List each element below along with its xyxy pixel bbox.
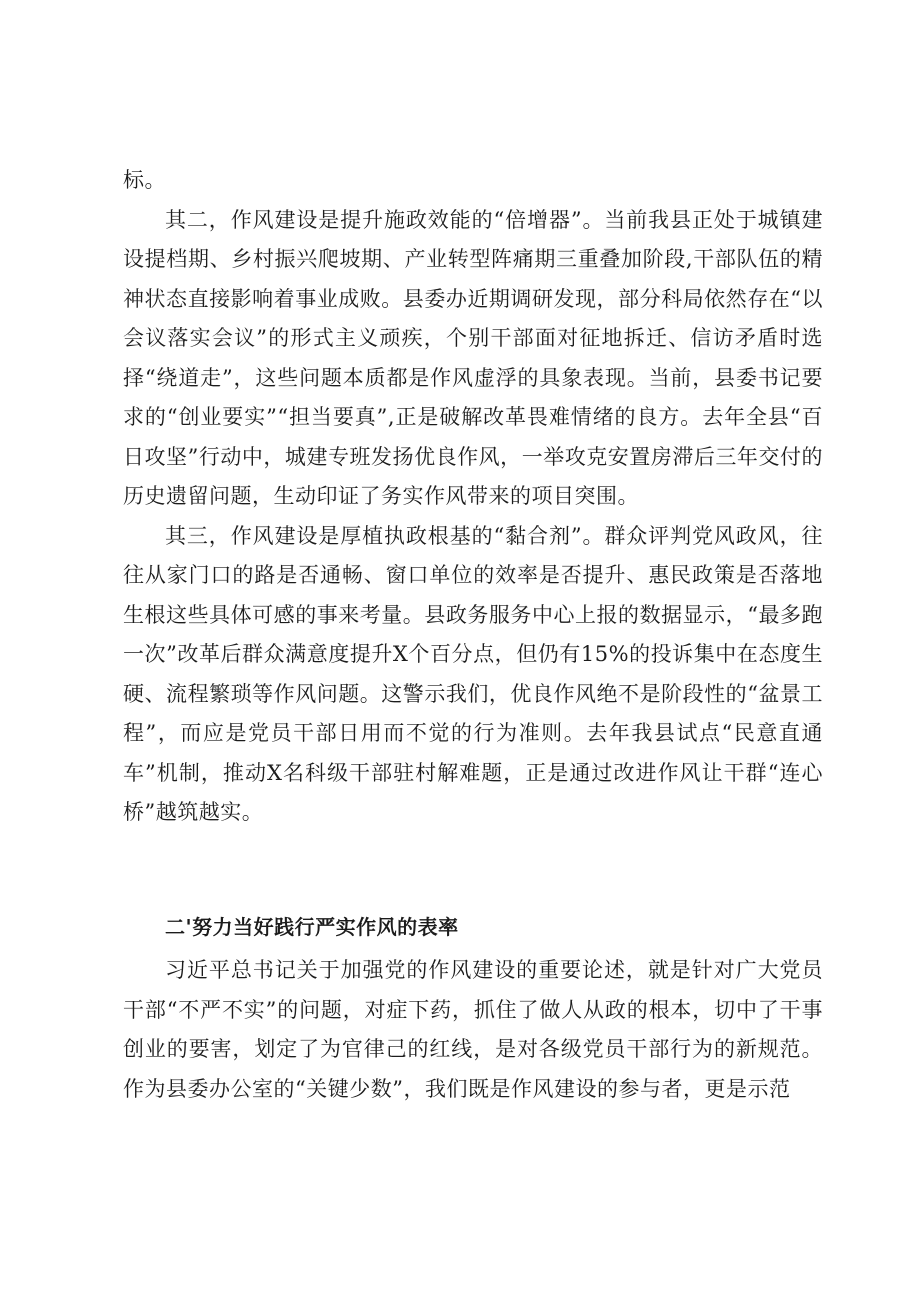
document-body-top	[123, 161, 823, 833]
document-body-bottom	[123, 951, 823, 1109]
paragraph-section-intro: 习近平总书记关于加强党的作风建设的重要论述，就是针对广大党员干部“不严不实”的问题，对症下药，抓住了做人从政的根本，切中了干事创业的要害，划定了为官律己的红线，是对各级党员干部行为的新规范。作为县委办公室的“关键少数”，我们既是作风建设的参与者，更是示范	[123, 958, 823, 1101]
section-heading: 二'努力当好践行严实作风的表率	[165, 915, 459, 939]
paragraph-second-point: 其二，作风建设是提升施政效能的“倍增器”。当前我县正处于城镇建设提档期、乡村振兴爬坡期、产业转型阵痛期三重叠加阶段,干部队伍的精神状态直接影响着事业成败。县委办近期调研发现，部分科局依然存在“以会议落实会议”的形式主义顽疾，个别干部面对征地拆迁、信访矛盾时选择“绕道走”，这些问题本质都是作风虚浮的具象表现。当前，县委书记要求的“创业要实”“担当要真”,正是破解改革畏难情绪的良方。去年全县“百日攻坚”行动中，城建专班发扬优良作风，一举攻克安置房滞后三年交付的历史遗留问题，生动印证了务实作风带来的项目突围。	[123, 207, 823, 508]
paragraph-fragment: 标。	[123, 168, 166, 192]
paragraph-third-point: 其三，作风建设是厚植执政根基的“黏合剂”。群众评判党风政风，往往从家门口的路是否通畅、窗口单位的效率是否提升、惠民政策是否落地生根这些具体可感的事来考量。县政务服务中心上报的数据显示，“最多跑一次”改革后群众满意度提升X个百分点，但仍有15%的投诉集中在态度生硬、流程繁琐等作风问题。这警示我们，优良作风绝不是阶段性的“盆景工程”，而应是党员干部日用而不觉的行为准则。去年我县试点“民意直通车”机制，推动X名科级干部驻村解难题，正是通过改进作风让干群“连心桥”越筑越实。	[123, 523, 823, 824]
